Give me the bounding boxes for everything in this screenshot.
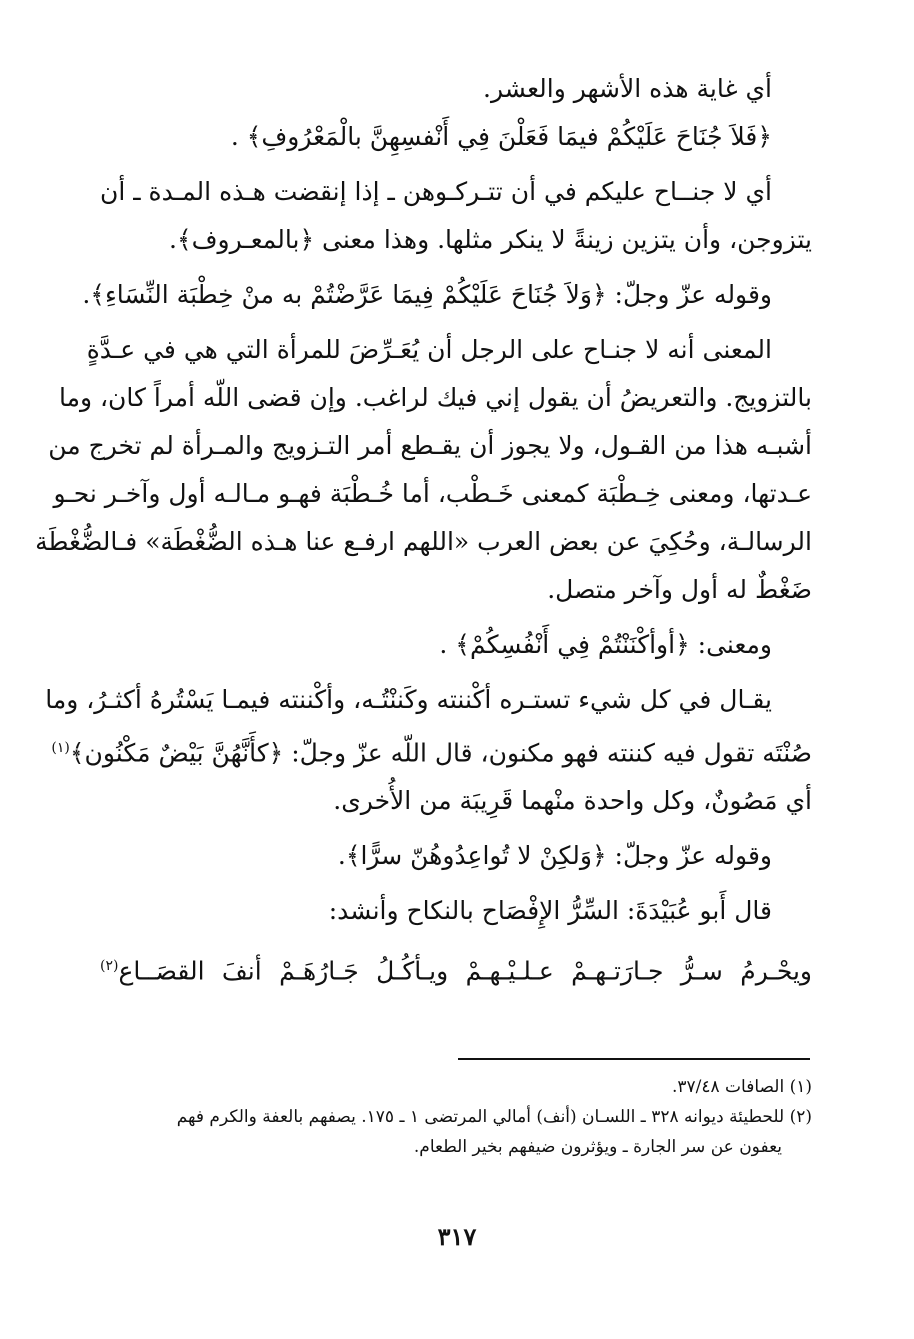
text-line-11: ضَغْطٌ له أول وآخر متصل. [547, 575, 812, 604]
text-line-8: أشبـه هذا من القـول، ولا يجوز أن يقـطع أمر التـزويج والمـرأة لم تخرج من [48, 431, 812, 460]
text-line-14-text: صُنْتَه تقول فيه كننته فهو مكنون، قال اللّه عزّ وجلّ: ﴿كأَنَّهُنَّ بَيْضٌ مَكْنُون﴾ [69, 738, 812, 768]
text-line-1: أي غاية هذه الأشهر والعشر. [483, 74, 772, 103]
text-line-9: عـدتها، ومعنى خِـطْبَة كمعنى خَـطْب، أما خُـطْبَة فهـو مـالـه أول وآخـر نحـو [53, 479, 812, 508]
footnote-mark-1: (١) [51, 740, 70, 756]
text-line-15: أي مَصُونٌ، وكل واحدة منْهما قَرِيبَة من الأُخرى. [333, 786, 812, 816]
text-line-17: قال أَبو عُبَيْدَةَ: السِّرُّ الإِفْصَاح بالنكاح وأنشد: [328, 896, 772, 926]
text-line-13: يقـال في كل شيء تستـره أكْننته وكَننْتُـه، وأكْننته فيمـا يَسْتُرهُ أكثـرُ، وما [45, 685, 772, 714]
text-line-7: بالتزويج. والتعريضُ أن يقول إني فيك لراغب. وإن قضى اللّه أمراً كان، وما [58, 383, 812, 412]
footnote-divider [458, 1058, 810, 1060]
poetry-verse [100, 947, 812, 990]
page-number: ٣١٧ [437, 1222, 477, 1251]
text-line-16: وقوله عزّ وجلّ: ﴿وَلكِنْ لا تُواعِدُوهُنّ سرًّا﴾. [337, 841, 772, 871]
text-line-10: الرسالـة، وحُكِيَ عن بعض العرب «اللهم ارفـع عنا هـذه الضُّغْطَة» فـالضُّغْطَة [35, 527, 812, 556]
text-line-4: يتزوجن، وأن يتزين زينةً لا ينكر مثلها. وهذا معنى ﴿بالمعـروف﴾. [169, 225, 812, 254]
quran-verse-1: ﴿فَلاَ جُنَاحَ عَلَيْكُمْ فيمَا فَعَلْنَ فِي أَنْفسِهِنَّ بالْمَعْرُوفِ﴾ . [230, 122, 772, 151]
poetry-verse-text: ويحْـرمُ سـرُّ جـارَتـهـمْ عـلـيْـهـمْ ويـأكُـلُ جَـارُهَـمْ أنفَ القصَــاع [118, 956, 812, 986]
page-body [35, 70, 812, 991]
footnotes [100, 1072, 812, 1162]
text-line-12: ومعنى: ﴿أوأكْنَنْتُمْ فِي أَنْفُسِكُمْ﴾ . [439, 630, 772, 659]
footnote-2: (٢) للحطيئة ديوانه ٣٢٨ ـ اللسـان (أنف) أمالي المرتضى ١ ـ ١٧٥. يصفهم بالعفة والكرم فهم [176, 1107, 812, 1127]
text-line-6: المعنى أنه لا جنـاح على الرجل أن يُعَـرِّضَ للمرأة التي هي في عـدَّةٍ [86, 335, 772, 364]
footnote-mark-2: (٢) [100, 958, 119, 975]
footnote-2-continuation: يعفون عن سر الجارة ـ ويؤثرون ضيفهم بخير الطعام. [413, 1137, 782, 1157]
text-line-5: وقوله عزّ وجلّ: ﴿وَلاَ جُنَاحَ عَلَيْكُمْ فِيمَا عَرَّضْتُمْ به منْ خِطْبَة النِّسَاءِ﴾. [82, 280, 772, 309]
footnote-1: (١) الصافات ٣٧/٤٨. [671, 1077, 812, 1097]
text-line-3: أي لا جنــاح عليكم في أن تتـركـوهن ـ إذا إنقضت هـذه المـدة ـ أن [100, 177, 772, 206]
text-line-14 [51, 729, 812, 772]
